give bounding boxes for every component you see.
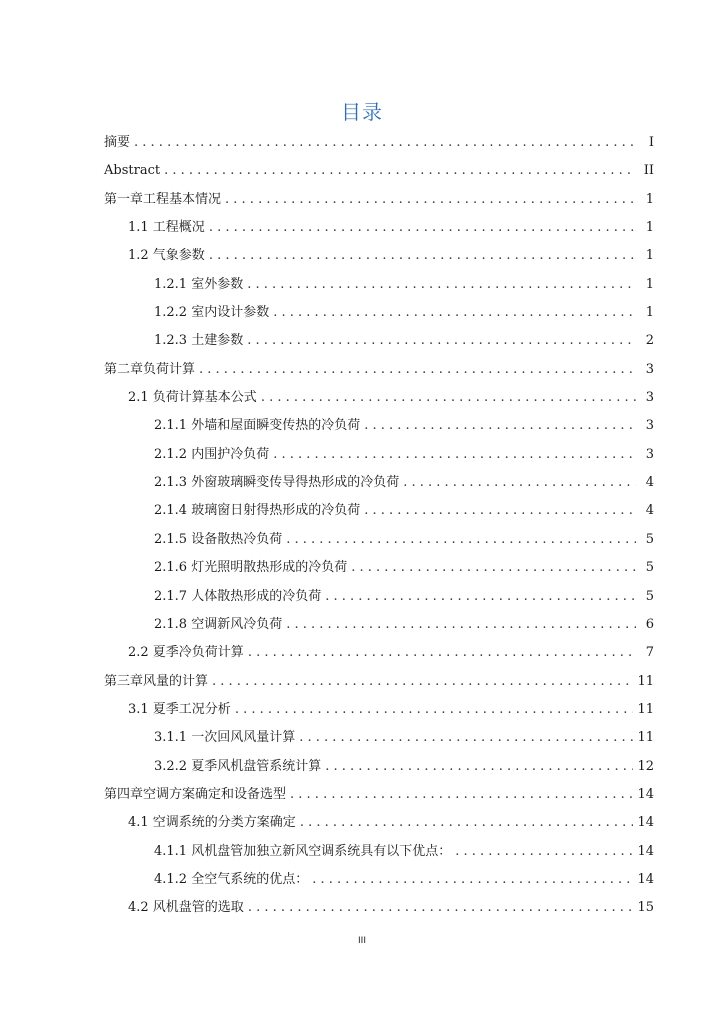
toc-leader-dots [247, 327, 636, 355]
toc-entry-label: 4.1 空调系统的分类方案确定 [128, 815, 296, 831]
toc-entry-page: 1 [645, 191, 654, 207]
toc-entry-page: 14 [637, 786, 654, 802]
toc-entry-label: 2.1.3 外窗玻璃瞬变传导得热形成的冷负荷 [154, 475, 400, 491]
toc-leader-dots [300, 809, 634, 837]
toc-leader-dots [261, 384, 636, 412]
toc-leader-dots [364, 412, 636, 440]
toc-entry[interactable] [104, 157, 654, 185]
toc-entry[interactable] [104, 526, 654, 554]
toc-entry-page: 1 [645, 220, 654, 236]
toc-entry[interactable] [104, 639, 654, 667]
toc-entry[interactable] [104, 696, 654, 724]
toc-entry[interactable] [104, 554, 654, 582]
toc-entry-page: 5 [645, 531, 654, 547]
toc-entry[interactable] [104, 242, 654, 270]
toc-entry[interactable] [104, 866, 654, 894]
toc-entry-label: 1.2 气象参数 [128, 248, 205, 264]
toc-entry-label: 2.1.2 内围护冷负荷 [154, 446, 270, 462]
toc-list [104, 129, 654, 923]
toc-entry[interactable] [104, 214, 654, 242]
toc-entry[interactable] [104, 327, 654, 355]
toc-entry-page: 3 [645, 446, 654, 462]
toc-leader-dots [455, 838, 633, 866]
toc-entry-page: 14 [637, 871, 654, 887]
toc-entry[interactable] [104, 412, 654, 440]
toc-entry-label: 摘要 [104, 135, 131, 150]
toc-leader-dots [235, 696, 634, 724]
toc-leader-dots [364, 497, 636, 525]
toc-entry-label: 1.2.2 室内设计参数 [154, 305, 270, 321]
toc-entry-page: 5 [645, 560, 654, 576]
toc-entry-page: 14 [637, 843, 654, 859]
toc-leader-dots [212, 668, 633, 696]
toc-entry[interactable] [104, 894, 654, 922]
toc-entry-page: 11 [637, 701, 654, 717]
toc-entry-page: 14 [637, 815, 654, 831]
toc-entry[interactable] [104, 271, 654, 299]
toc-title: 目录 [341, 100, 383, 124]
toc-entry-page: 3 [645, 390, 654, 406]
toc-entry-label: 2.1.6 灯光照明散热形成的冷负荷 [154, 560, 348, 576]
toc-leader-dots [273, 441, 636, 469]
toc-leader-dots [286, 611, 636, 639]
toc-entry-page: 6 [645, 616, 654, 632]
toc-entry[interactable] [104, 781, 654, 809]
toc-entry-page: I [648, 135, 654, 150]
toc-entry[interactable] [104, 186, 654, 214]
toc-entry-page: 4 [645, 475, 654, 491]
toc-entry-label: 4.1.2 全空气系统的优点： [154, 871, 309, 887]
toc-entry-label: 2.2 夏季冷负荷计算 [128, 645, 244, 661]
toc-entry-page: 3 [645, 361, 654, 377]
toc-leader-dots [290, 781, 633, 809]
toc-entry-page: 15 [637, 900, 654, 916]
toc-leader-dots [134, 129, 636, 157]
toc-entry-label: 第一章工程基本情况 [104, 191, 222, 207]
toc-entry-label: 2.1.5 设备散热冷负荷 [154, 531, 283, 547]
toc-entry-label: 2.1 负荷计算基本公式 [128, 390, 257, 406]
toc-leader-dots [312, 866, 633, 894]
toc-entry-label: 3.1 夏季工况分析 [128, 701, 231, 717]
toc-entry-label: 1.2.3 土建参数 [154, 333, 244, 349]
toc-leader-dots [351, 554, 636, 582]
toc-leader-dots [403, 469, 636, 497]
toc-entry-page: 11 [637, 730, 654, 746]
toc-entry[interactable] [104, 753, 654, 781]
toc-entry[interactable] [104, 356, 654, 384]
toc-entry-page: 7 [645, 645, 654, 661]
toc-entry-label: 2.1.7 人体散热形成的冷负荷 [154, 588, 322, 604]
toc-leader-dots [273, 299, 636, 327]
toc-entry[interactable] [104, 441, 654, 469]
toc-entry-page: 11 [637, 673, 654, 689]
toc-entry[interactable] [104, 469, 654, 497]
toc-entry[interactable] [104, 384, 654, 412]
toc-leader-dots [199, 356, 636, 384]
toc-entry-label: 3.2.2 夏季风机盘管系统计算 [154, 758, 322, 774]
toc-entry[interactable] [104, 583, 654, 611]
toc-entry[interactable] [104, 724, 654, 752]
toc-entry[interactable] [104, 838, 654, 866]
toc-entry-page: 12 [637, 758, 654, 774]
toc-entry-label: 第二章负荷计算 [104, 361, 196, 377]
toc-entry-page: 3 [645, 418, 654, 434]
toc-entry-label: 4.2 风机盘管的选取 [128, 900, 244, 916]
toc-entry[interactable] [104, 497, 654, 525]
toc-entry[interactable] [104, 809, 654, 837]
toc-entry[interactable] [104, 129, 654, 157]
toc-entry-page: II [643, 163, 654, 179]
toc-entry-page: 1 [645, 276, 654, 292]
toc-entry-page: 4 [645, 503, 654, 519]
toc-entry[interactable] [104, 299, 654, 327]
toc-entry-page: 1 [645, 248, 654, 264]
toc-leader-dots [164, 157, 636, 185]
toc-leader-dots [247, 271, 636, 299]
toc-entry-label: 第四章空调方案确定和设备选型 [104, 786, 287, 802]
toc-entry[interactable] [104, 668, 654, 696]
toc-leader-dots [209, 242, 636, 270]
toc-entry-label: 1.1 工程概况 [128, 220, 205, 236]
toc-entry-label: 4.1.1 风机盘管加独立新风空调系统具有以下优点： [154, 843, 452, 859]
toc-entry-label: 1.2.1 室外参数 [154, 276, 244, 292]
toc-entry-page: 5 [645, 588, 654, 604]
toc-leader-dots [225, 186, 636, 214]
toc-leader-dots [325, 583, 636, 611]
toc-leader-dots [325, 753, 633, 781]
toc-entry-label: 2.1.4 玻璃窗日射得热形成的冷负荷 [154, 503, 361, 519]
toc-leader-dots [286, 526, 636, 554]
toc-entry-page: 1 [645, 305, 654, 321]
toc-entry[interactable] [104, 611, 654, 639]
toc-leader-dots [209, 214, 636, 242]
toc-leader-dots [248, 639, 636, 667]
toc-entry-label: Abstract [104, 163, 161, 179]
toc-entry-label: 3.1.1 一次回风风量计算 [154, 730, 296, 746]
toc-entry-label: 2.1.1 外墙和屋面瞬变传热的冷负荷 [154, 418, 361, 434]
toc-entry-label: 2.1.8 空调新风冷负荷 [154, 616, 283, 632]
toc-leader-dots [299, 724, 633, 752]
toc-entry-label: 第三章风量的计算 [104, 673, 209, 689]
page-number: III [358, 936, 366, 946]
toc-entry-page: 2 [645, 333, 654, 349]
toc-leader-dots [248, 894, 634, 922]
